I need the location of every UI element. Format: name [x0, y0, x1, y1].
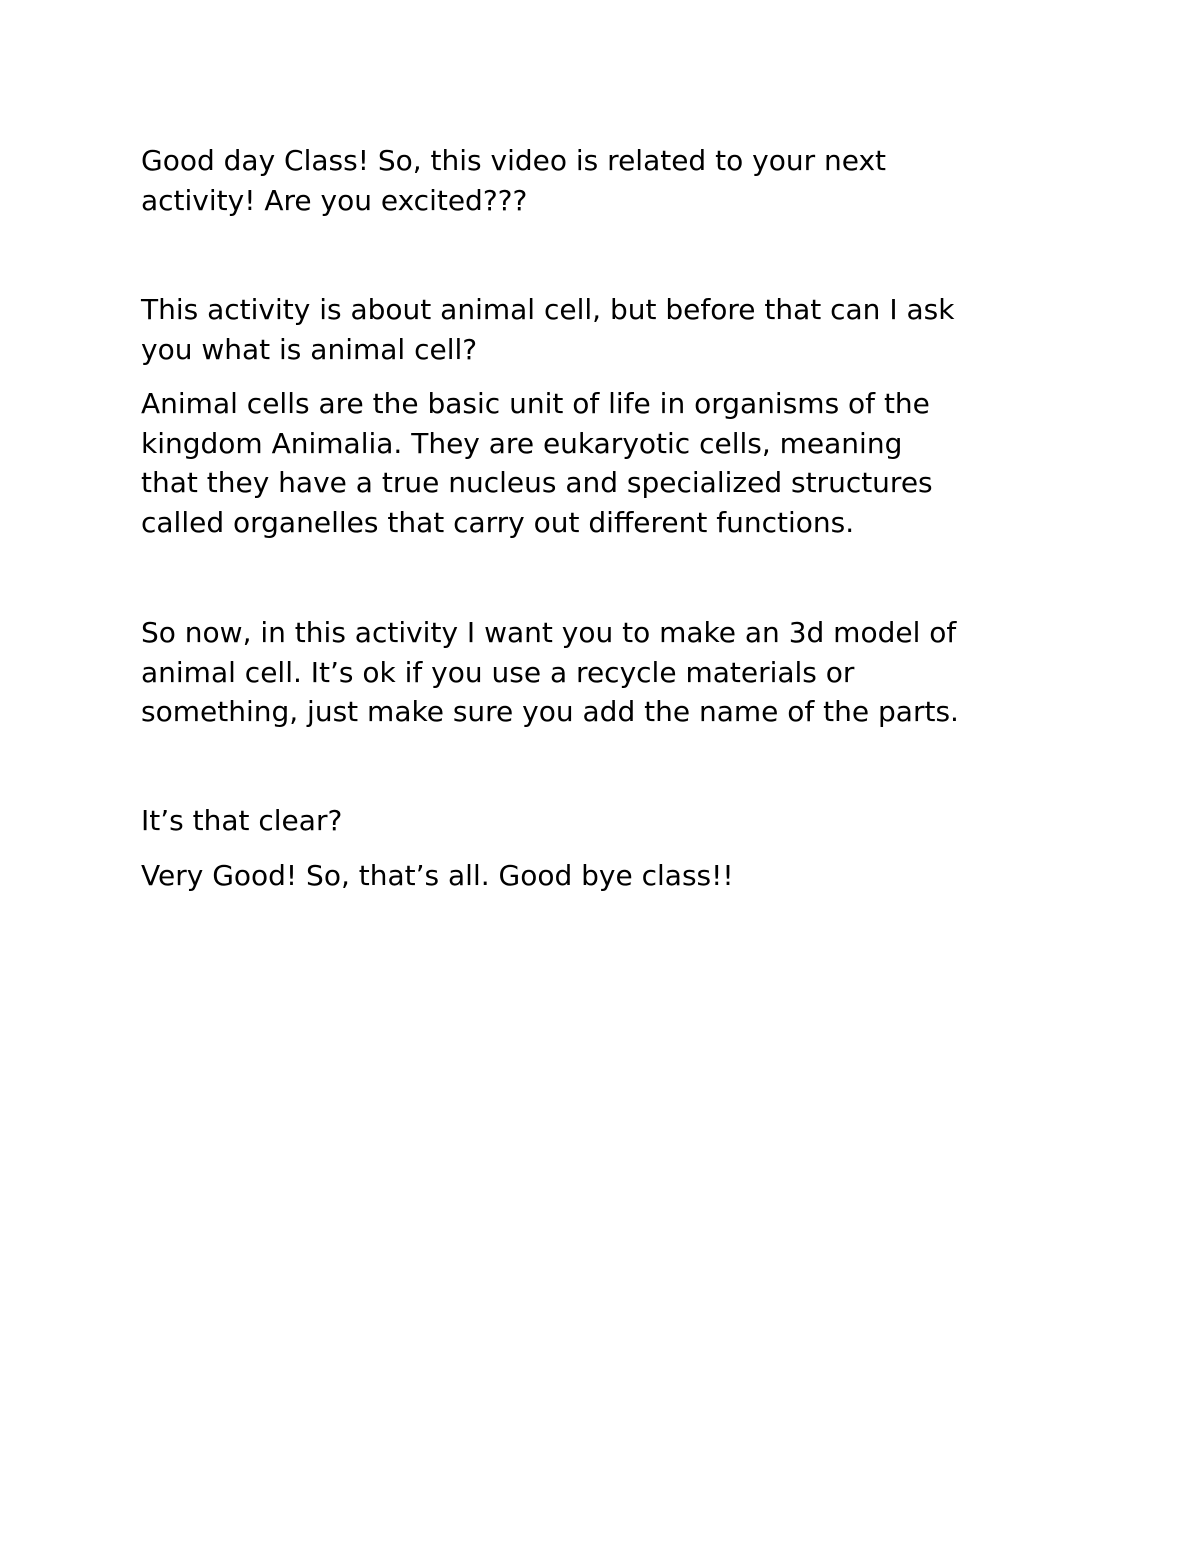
paragraph-definition: Animal cells are the basic unit of life in organisms of the kingdom Animalia. They are eukaryotic cells, meaning that they have a true nucleus and specialized structures called organelles that carry out different functions.	[141, 387, 933, 539]
paragraph-instructions: So now, in this activity I want you to make an 3d model of animal cell. It’s ok if you use a recycle materials or something, just make sure you add the name of the parts.	[141, 616, 959, 728]
paragraph-greeting: Good day Class! So, this video is related to your next activity! Are you excited???	[141, 144, 887, 217]
paragraph-question: This activity is about animal cell, but before that can I ask you what is animal cell?	[141, 293, 955, 366]
paragraph-check: It’s that clear?	[141, 804, 343, 837]
paragraph-closing: Very Good! So, that’s all. Good bye class!!	[141, 859, 734, 892]
